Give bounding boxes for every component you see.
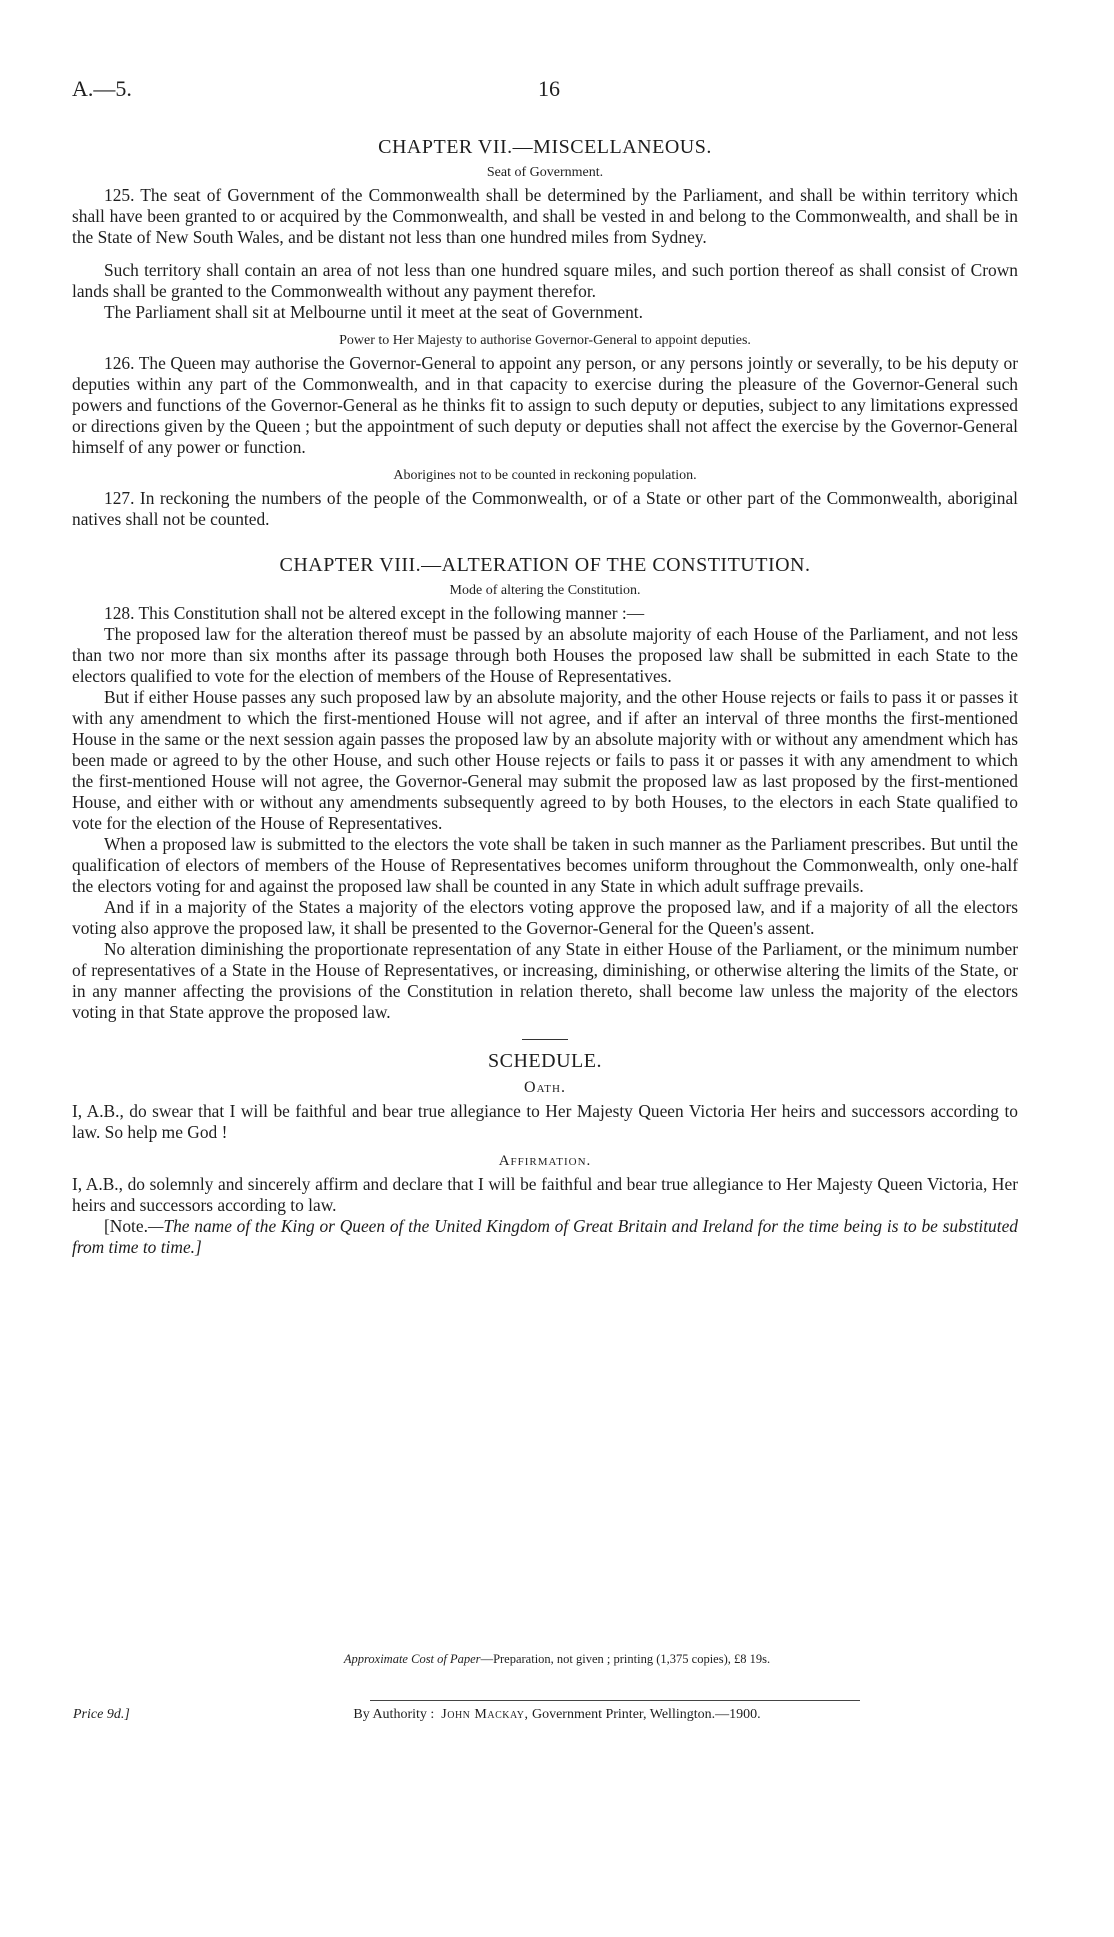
section-126-paragraph-1: 126. The Queen may authorise the Governor-General to appoint any person, or any persons jointly or severally, to be his deputy or deputies within any part of the Commonwealth, and in that capacity to exercise during the pleasure of the Governor-General such powers and functions of the Governor-General as he thinks fit to assign to such deputy or deputies, subject to any limitations expressed or directions given by the Queen ; but the appointment of such deputy or deputies shall not affect the exercise by the Governor-General himself of any power or function.	[72, 353, 1018, 457]
section-127-heading: Aborigines not to be counted in reckoning population.	[393, 468, 697, 483]
section-128-paragraph-6: No alteration diminishing the proportionate representation of any State in either House of the Parliament, or the minimum number of representatives of a State in the House of Representatives, or increasing, diminishing, or otherwise altering the limits of the State, or in any manner affecting the provisions of the Constitution in relation thereto, shall become law unless the majority of the electors voting in that State approve the proposed law.	[72, 939, 1018, 1022]
chapter-7-title: CHAPTER VII.—MISCELLANEOUS.	[378, 136, 712, 158]
affirmation-heading: Affirmation.	[498, 1153, 592, 1169]
cost-label: Approximate Cost of Paper	[343, 1652, 481, 1666]
oath-text: I, A.B., do swear that I will be faithful and bear true allegiance to Her Majesty Queen Victoria Her heirs and successors according to law. So help me God !	[72, 1101, 1018, 1142]
page-number: 16	[538, 76, 560, 101]
oath-heading: Oath.	[524, 1079, 566, 1096]
section-125-paragraph-3: The Parliament shall sit at Melbourne until it meet at the seat of Government.	[104, 302, 643, 322]
section-125-paragraph-2: Such territory shall contain an area of not less than one hundred square miles, and such portion thereof as shall consist of Crown lands shall be granted to the Commonwealth without any payment therefor.	[72, 260, 1018, 301]
document-body	[72, 128, 1018, 1258]
schedule-note	[72, 1216, 1018, 1258]
cost-of-paper-line	[0, 1652, 1114, 1667]
printer-suffix: Government Printer, Wellington.—1900.	[531, 1707, 761, 1722]
section-divider	[522, 1039, 568, 1040]
note-label: Note.	[109, 1216, 148, 1236]
footer-divider	[370, 1700, 860, 1701]
section-128-paragraph-5: And if in a majority of the States a majority of the electors voting approve the proposed law, and if a majority of all the electors voting also approve the proposed law, it shall be presented to the Governor-General for the Queen's assent.	[72, 897, 1018, 938]
section-126-heading: Power to Her Majesty to authorise Governor-General to appoint deputies.	[339, 333, 751, 348]
printer-name: John Mackay,	[441, 1707, 529, 1722]
affirmation-text: I, A.B., do solemnly and sincerely affirm and declare that I will be faithful and bear true allegiance to Her Majesty Queen Victoria, Her heirs and successors according to law.	[72, 1174, 1018, 1215]
section-125-heading: Seat of Government.	[486, 165, 604, 180]
section-128-paragraph-2: The proposed law for the alteration thereof must be passed by an absolute majority of each House of the Parliament, and not less than two nor more than six months after its passage through both Houses the proposed law shall be submitted in each State to the electors qualified to vote for the election of members of the House of Representatives.	[72, 624, 1018, 686]
section-128-paragraph-1: 128. This Constitution shall not be altered except in the following manner :—	[104, 603, 645, 623]
section-128-heading: Mode of altering the Constitution.	[449, 583, 641, 598]
section-128-paragraph-3: But if either House passes any such proposed law by an absolute majority, and the other House rejects or fails to pass it or passes it with any amendment to which the first-mentioned House will not agree, and if after an interval of three months the first-mentioned House in the same or the next session again passes the proposed law by an absolute majority with or without any amendment which has been made or agreed to by the other House, and such other House rejects or fails to pass it or passes it with any amendment to which the first-mentioned House will not agree, the Governor-General may submit the proposed law as last proposed by the first-mentioned House, and either with or without any amendments subsequently agreed to by both Houses, to the electors in each State qualified to vote for the election of the House of Representatives.	[72, 687, 1018, 833]
section-125-paragraph-1: 125. The seat of Government of the Commonwealth shall be determined by the Parliament, and shall be within territory which shall have been granted to or acquired by the Commonwealth, and shall be vested in and belong to the Commonwealth, and shall be in the State of New South Wales, and be distant not less than one hundred miles from Sydney.	[72, 185, 1018, 247]
authority-prefix: By Authority :	[353, 1707, 435, 1722]
document-reference: A.—5.	[72, 76, 132, 101]
section-128-paragraph-4: When a proposed law is submitted to the electors the vote shall be taken in such manner as the Parliament prescribes. But until the qualification of electors of members of the House of Representatives becomes uniform throughout the Commonwealth, only one-half the electors voting for and against the proposed law shall be counted in any State in which adult suffrage prevails.	[72, 834, 1018, 896]
printer-imprint	[0, 1707, 1114, 1723]
cost-text: —Preparation, not given ; printing (1,375 copies), £8 19s.	[480, 1652, 771, 1666]
section-127-paragraph-1: 127. In reckoning the numbers of the people of the Commonwealth, or of a State or other part of the Commonwealth, aboriginal natives shall not be counted.	[72, 488, 1018, 529]
chapter-8-title: CHAPTER VIII.—ALTERATION OF THE CONSTITUTION.	[279, 554, 811, 576]
note-text: —The name of the King or Queen of the United Kingdom of Great Britain and Ireland for the time being is to be substituted from time to time.]	[72, 1216, 1018, 1257]
schedule-title: SCHEDULE.	[488, 1050, 602, 1072]
price: Price 9d.]	[73, 1707, 130, 1722]
note-open-bracket: [	[104, 1216, 110, 1236]
